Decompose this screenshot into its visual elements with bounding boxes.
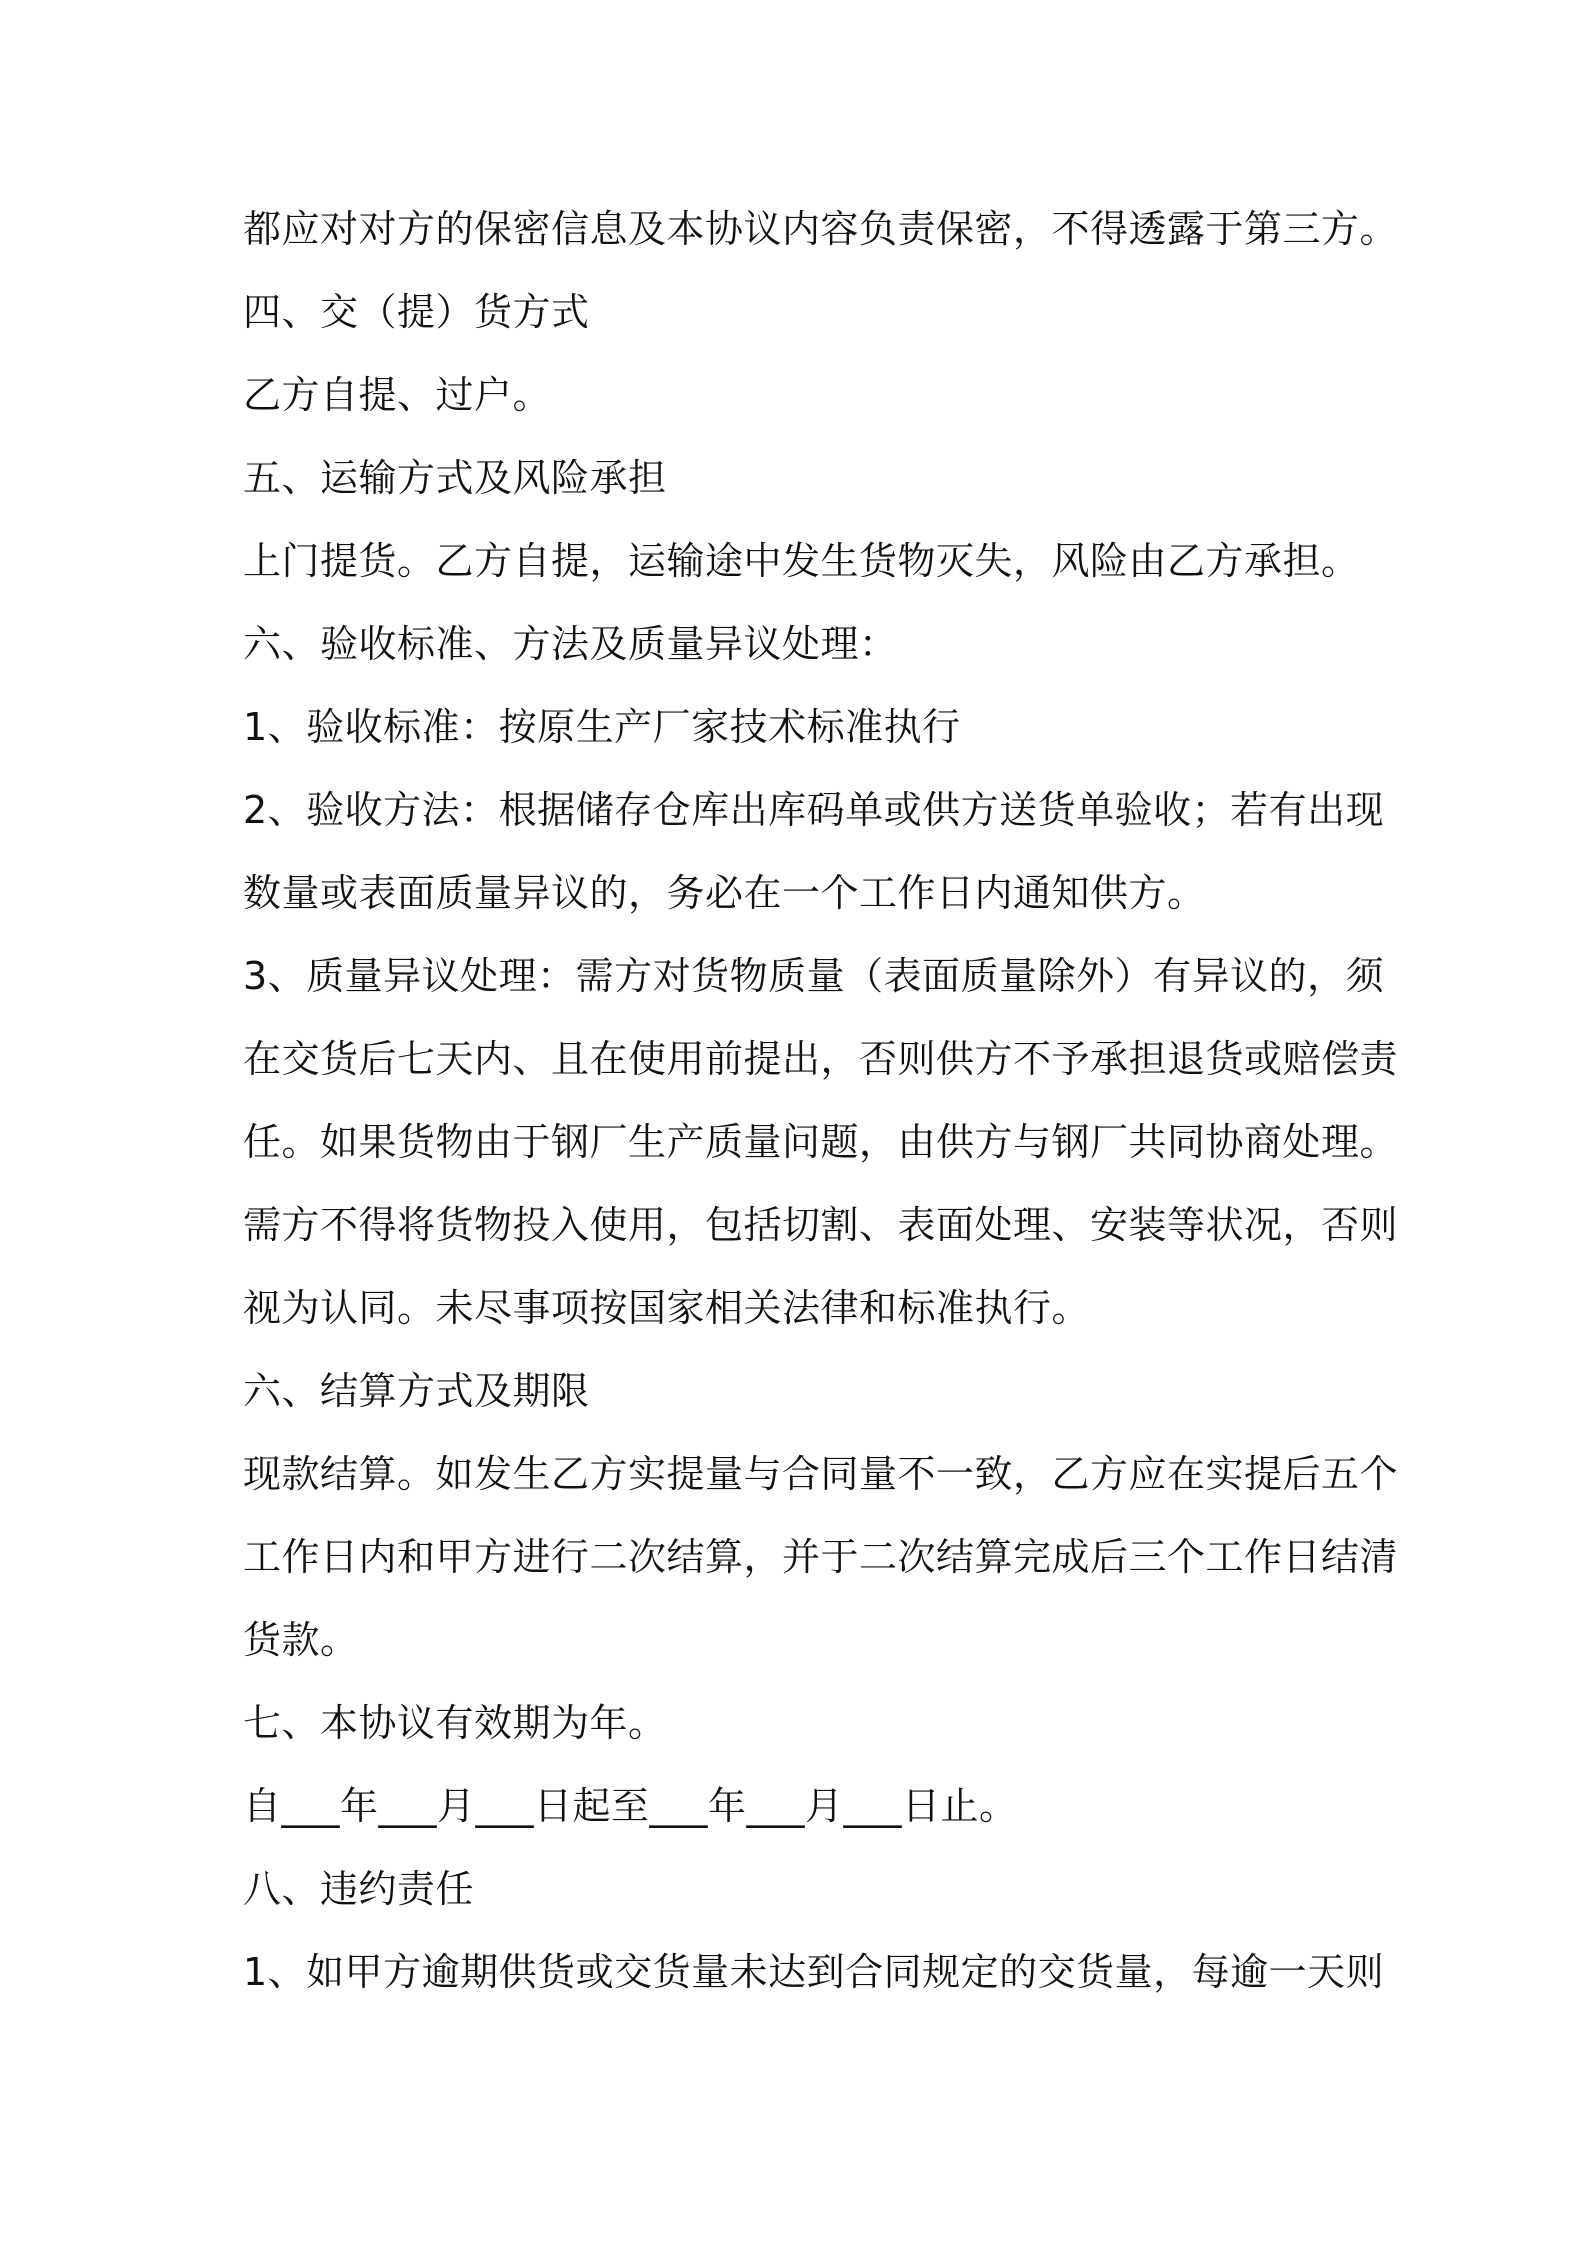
text-line: 3、质量异议处理：需方对货物质量（表面质量除外）有异议的，须 <box>243 954 1385 998</box>
section-heading: 七、本协议有效期为年。 <box>243 1701 667 1745</box>
text-line: 1、如甲方逾期供货或交货量未达到合同规定的交货量，每逾一天则 <box>243 1950 1385 1994</box>
text-line: 2、验收方法：根据储存仓库出库码单或供方送货单验收；若有出现 <box>243 788 1385 832</box>
text-line: 货款。 <box>243 1618 359 1662</box>
document-body <box>243 188 1399 2014</box>
text-line: 工作日内和甲方进行二次结算，并于二次结算完成后三个工作日结清 <box>243 1535 1399 1579</box>
text-line: 都应对对方的保密信息及本协议内容负责保密，不得透露于第三方。 <box>243 207 1399 251</box>
text-line: 数量或表面质量异议的，务必在一个工作日内通知供方。 <box>243 871 1206 915</box>
section-heading: 四、交（提）货方式 <box>243 290 590 334</box>
section-heading: 五、运输方式及风险承担 <box>243 456 667 500</box>
text-line: 上门提货。乙方自提，运输途中发生货物灭失，风险由乙方承担。 <box>243 539 1360 583</box>
text-line: 在交货后七天内、且在使用前提出，否则供方不予承担退货或赔偿责 <box>243 1037 1399 1081</box>
text-line: 需方不得将货物投入使用，包括切割、表面处理、安装等状况，否则 <box>243 1203 1399 1247</box>
section-heading: 六、结算方式及期限 <box>243 1369 590 1413</box>
section-heading: 六、验收标准、方法及质量异议处理： <box>243 622 898 666</box>
text-line: 现款结算。如发生乙方实提量与合同量不一致，乙方应在实提后五个 <box>243 1452 1399 1496</box>
text-line: 视为认同。未尽事项按国家相关法律和标准执行。 <box>243 1286 1091 1330</box>
text-line: 1、验收标准：按原生产厂家技术标准执行 <box>243 705 961 749</box>
section-heading: 八、违约责任 <box>243 1867 475 1911</box>
text-line: 任。如果货物由于钢厂生产质量问题，由供方与钢厂共同协商处理。 <box>243 1120 1399 1164</box>
text-line: 乙方自提、过户。 <box>243 373 552 417</box>
text-line: 自___年___月___日起至___年___月___日止。 <box>243 1784 1018 1828</box>
